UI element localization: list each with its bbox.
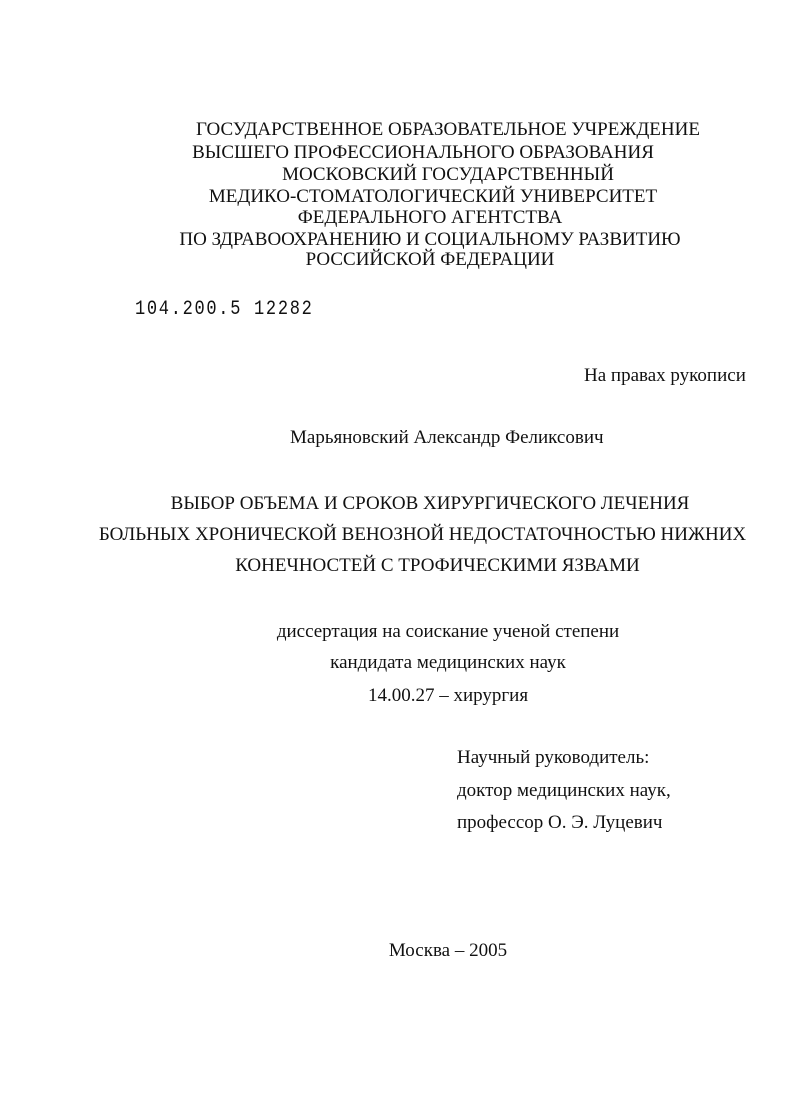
manuscript-note: На правах рукописи xyxy=(584,365,746,386)
place-year: Москва – 2005 xyxy=(388,940,508,961)
institution-line: РОССИЙСКОЙ ФЕДЕРАЦИИ xyxy=(305,249,555,270)
institution-line: МЕДИКО-СТОМАТОЛОГИЧЕСКИЙ УНИВЕРСИТЕТ xyxy=(208,186,658,207)
supervisor-label: Научный руководитель: xyxy=(457,747,650,768)
registration-stamp: 104.200.5 12282 xyxy=(135,298,314,321)
institution-line: ВЫСШЕГО ПРОФЕССИОНАЛЬНОГО ОБРАЗОВАНИЯ xyxy=(192,142,654,163)
dissertation-title-line: КОНЕЧНОСТЕЙ С ТРОФИЧЕСКИМИ ЯЗВАМИ xyxy=(235,555,640,576)
institution-line: ФЕДЕРАЛЬНОГО АГЕНТСТВА xyxy=(297,207,563,228)
institution-line: ГОСУДАРСТВЕННОЕ ОБРАЗОВАТЕЛЬНОЕ УЧРЕЖДЕНИЕ xyxy=(196,119,700,140)
author-name: Марьяновский Александр Феликсович xyxy=(290,427,604,448)
degree-line: диссертация на соискание ученой степени xyxy=(276,621,620,642)
supervisor-name: профессор О. Э. Луцевич xyxy=(457,812,663,833)
dissertation-title-line: ВЫБОР ОБЪЕМА И СРОКОВ ХИРУРГИЧЕСКОГО ЛЕЧЕНИЯ xyxy=(170,493,690,514)
degree-line: кандидата медицинских наук xyxy=(330,652,566,673)
supervisor-degree: доктор медицинских наук, xyxy=(457,780,671,801)
degree-line: 14.00.27 – хирургия xyxy=(367,685,529,706)
dissertation-title-line: БОЛЬНЫХ ХРОНИЧЕСКОЙ ВЕНОЗНОЙ НЕДОСТАТОЧНОСТЬЮ НИЖНИХ xyxy=(98,524,747,545)
institution-line: ПО ЗДРАВООХРАНЕНИЮ И СОЦИАЛЬНОМУ РАЗВИТИЮ xyxy=(179,229,681,250)
institution-line: МОСКОВСКИЙ ГОСУДАРСТВЕННЫЙ xyxy=(282,164,614,185)
